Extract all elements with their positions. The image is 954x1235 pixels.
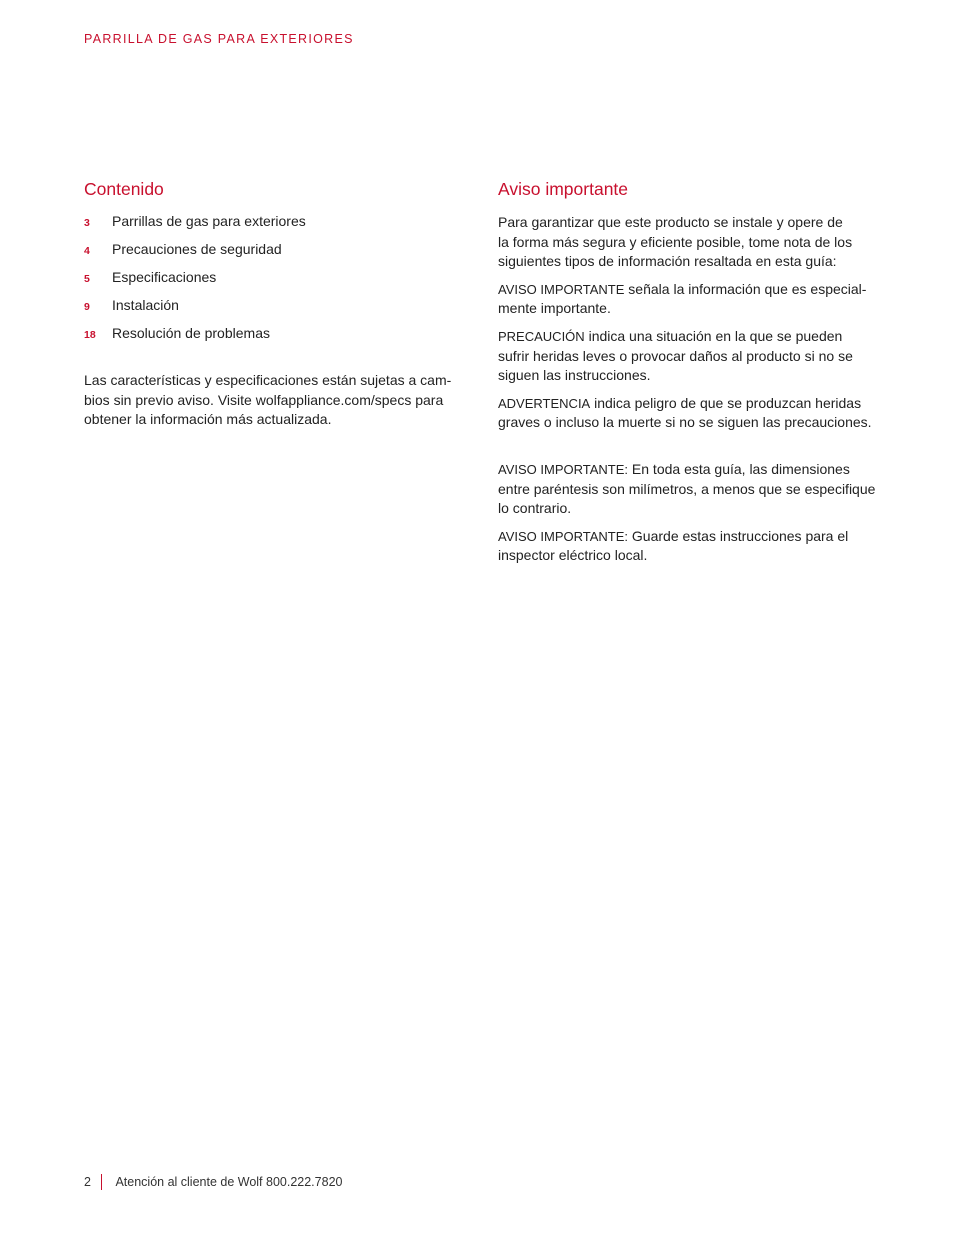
toc-item[interactable] xyxy=(84,213,464,241)
toc-item[interactable] xyxy=(84,325,464,353)
dimensions-keyword: AVISO IMPORTANTE: xyxy=(498,461,629,477)
customer-care-text: Atención al cliente de Wolf 800.222.7820 xyxy=(115,1175,343,1189)
toc-item[interactable] xyxy=(84,297,464,325)
save-keyword: AVISO IMPORTANTE: xyxy=(498,528,629,544)
toc-page-number: 4 xyxy=(84,245,90,257)
toc-page-number: 18 xyxy=(84,329,96,341)
page-number: 2 xyxy=(84,1175,91,1189)
running-header: PARRILLA DE GAS PARA EXTERIORES xyxy=(84,32,354,46)
aviso-definition: AVISO IMPORTANTE señala la información que es especial- mente importante. xyxy=(498,280,867,317)
precaucion-keyword: PRECAUCIÓN xyxy=(498,328,585,344)
toc-title: Resolución de problemas xyxy=(112,325,270,341)
toc-title: Instalación xyxy=(112,297,179,313)
notice-column xyxy=(498,178,888,574)
toc-page-number: 9 xyxy=(84,301,90,313)
specs-note: Las características y especificaciones están sujetas a cam- bios sin previo aviso. Visite wolfappliance.com/specs para obtener la información más actualizada. xyxy=(84,372,452,428)
spacer xyxy=(498,441,888,460)
advertencia-keyword: ADVERTENCIA xyxy=(498,395,591,411)
page-footer xyxy=(84,1174,342,1190)
notice-intro: Para garantizar que este producto se instale y opere de la forma más segura y eficiente posible, tome nota de los siguientes tipos de información resaltada en esta guía: xyxy=(498,214,853,270)
toc-page-number: 5 xyxy=(84,273,90,285)
toc-title: Especificaciones xyxy=(112,269,217,285)
aviso-keyword: AVISO IMPORTANTE xyxy=(498,281,625,297)
contents-heading: Contenido xyxy=(84,179,164,199)
contents-column xyxy=(84,178,464,430)
table-of-contents xyxy=(84,213,464,353)
toc-page-number: 3 xyxy=(84,217,90,229)
notice-heading: Aviso importante xyxy=(498,179,629,199)
toc-title: Precauciones de seguridad xyxy=(112,241,282,257)
footer-divider xyxy=(101,1174,103,1190)
toc-item[interactable] xyxy=(84,241,464,269)
save-instructions-notice: AVISO IMPORTANTE: Guarde estas instrucciones para el inspector eléctrico local. xyxy=(498,527,849,564)
toc-item[interactable] xyxy=(84,269,464,297)
toc-title: Parrillas de gas para exteriores xyxy=(112,213,306,229)
advertencia-definition: ADVERTENCIA indica peligro de que se produzcan heridas graves o incluso la muerte si no se siguen las precauciones. xyxy=(498,394,872,431)
dimensions-notice: AVISO IMPORTANTE: En toda esta guía, las dimensiones entre paréntesis son milímetros, a menos que se especifique lo contrario. xyxy=(498,460,876,517)
precaucion-definition: PRECAUCIÓN indica una situación en la que se pueden sufrir heridas leves o provocar daños al producto si no se siguen las instrucciones. xyxy=(498,327,853,384)
